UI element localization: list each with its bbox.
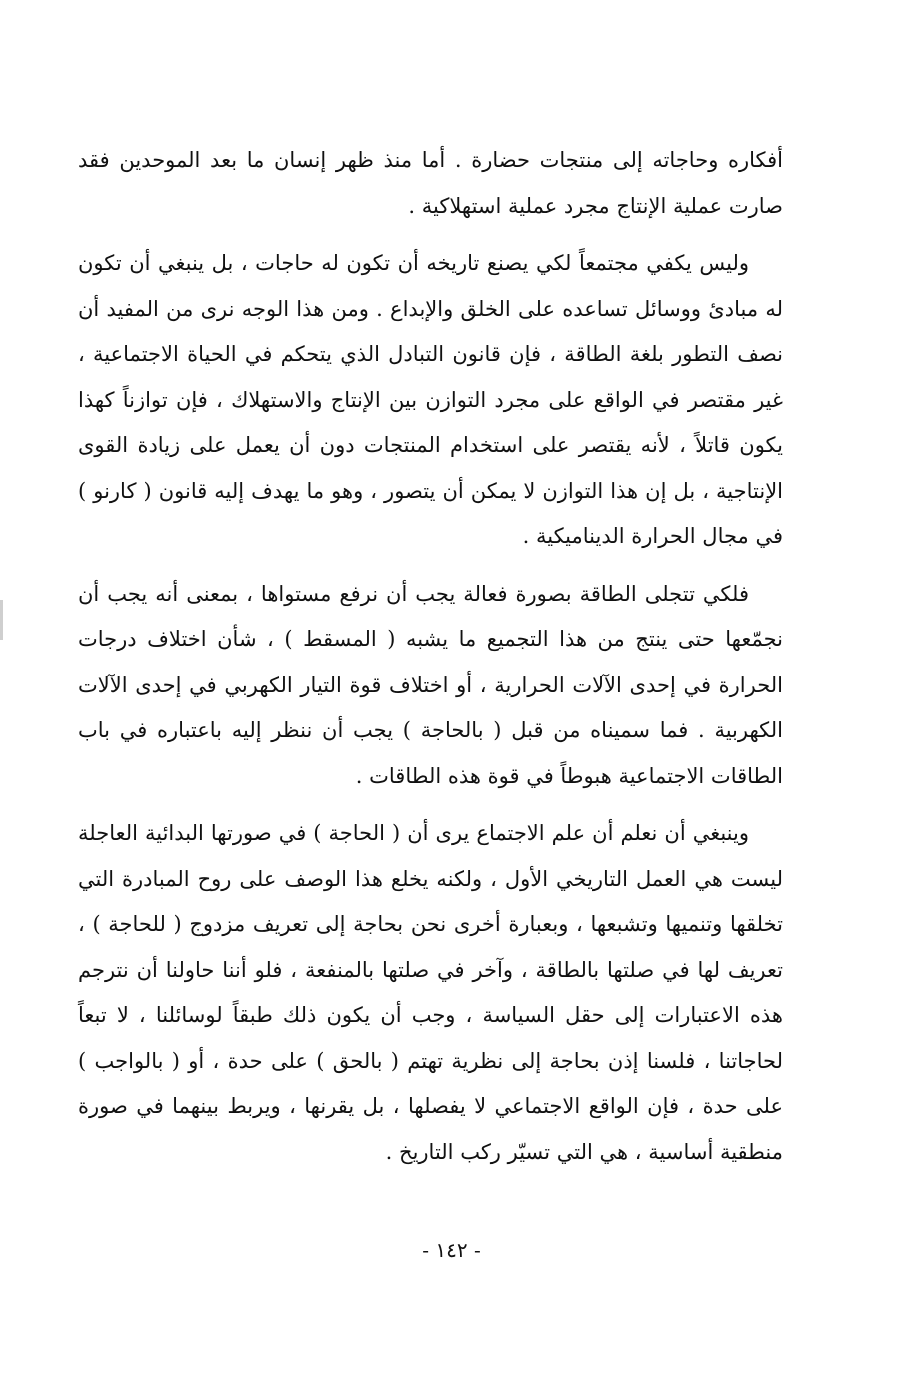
paragraph-gap	[78, 229, 783, 241]
paragraph-gap	[78, 560, 783, 572]
paragraph-gap	[78, 799, 783, 811]
page-number: - ١٤٢ -	[422, 1238, 481, 1262]
paragraph-4: وينبغي أن نعلم أن علم الاجتماع يرى أن ( الحاجة ) في صورتها البدائية العاجلة ليست هي العمل التاريخي الأول ، ولكنه يخلع هذا الوصف على روح المبادرة التي تخلقها وتنميها وتشبعها ، وبعبارة أخرى نحن بحاجة إلى تعريف مزدوج ( للحاجة ) ، تعريف لها في صلتها بالطاقة ، وآخر في صلتها بالمنفعة ، فلو أننا حاولنا أن نترجم هذه الاعتبارات إلى حقل السياسة ، وجب أن يكون ذلك طبقاً لوسائلنا ، لا تبعاً لحاجاتنا ، فلسنا إذن بحاجة إلى نظرية تهتم ( بالحق ) على حدة ، أو ( بالواجب ) على حدة ، فإن الواقع الاجتماعي لا يفصلها ، بل يقرنها ، ويربط بينهما في صورة منطقية أساسية ، هي التي تسيّر ركب التاريخ .	[78, 821, 783, 1164]
paragraph-1: أفكاره وحاجاته إلى منتجات حضارة . أما منذ ظهر إنسان ما بعد الموحدين فقد صارت عملية الإنتاج مجرد عملية استهلاكية .	[78, 148, 783, 218]
scan-margin-mark	[0, 600, 3, 640]
document-page	[78, 138, 783, 1175]
paragraph-3: فلكي تتجلى الطاقة بصورة فعالة يجب أن نرفع مستواها ، بمعنى أنه يجب أن نجمّعها حتى ينتج من هذا التجميع ما يشبه ( المسقط ) ، شأن اختلاف درجات الحرارة في إحدى الآلات الحرارية ، أو اختلاف قوة التيار الكهربي في إحدى الآلات الكهربية . فما سميناه من قبل ( بالحاجة ) يجب أن ننظر إليه باعتباره في باب الطاقات الاجتماعية هبوطاً في قوة هذه الطاقات .	[78, 581, 783, 788]
paragraph-2: وليس يكفي مجتمعاً لكي يصنع تاريخه أن تكون له حاجات ، بل ينبغي أن تكون له مبادئ ووسائل تساعده على الخلق والإبداع . ومن هذا الوجه نرى من المفيد أن نصف التطور بلغة الطاقة ، فإن قانون التبادل الذي يتحكم في الحياة الاجتماعية ، غير مقتصر في الواقع على مجرد التوازن بين الإنتاج والاستهلاك ، فإن توازناً كهذا يكون قاتلاً ، لأنه يقتصر على استخدام المنتجات دون أن يعمل على زيادة القوى الإنتاجية ، بل إن هذا التوازن لا يمكن أن يتصور ، وهو ما يهدف إليه قانون ( كارنو ) في مجال الحرارة الديناميكية .	[78, 251, 783, 548]
